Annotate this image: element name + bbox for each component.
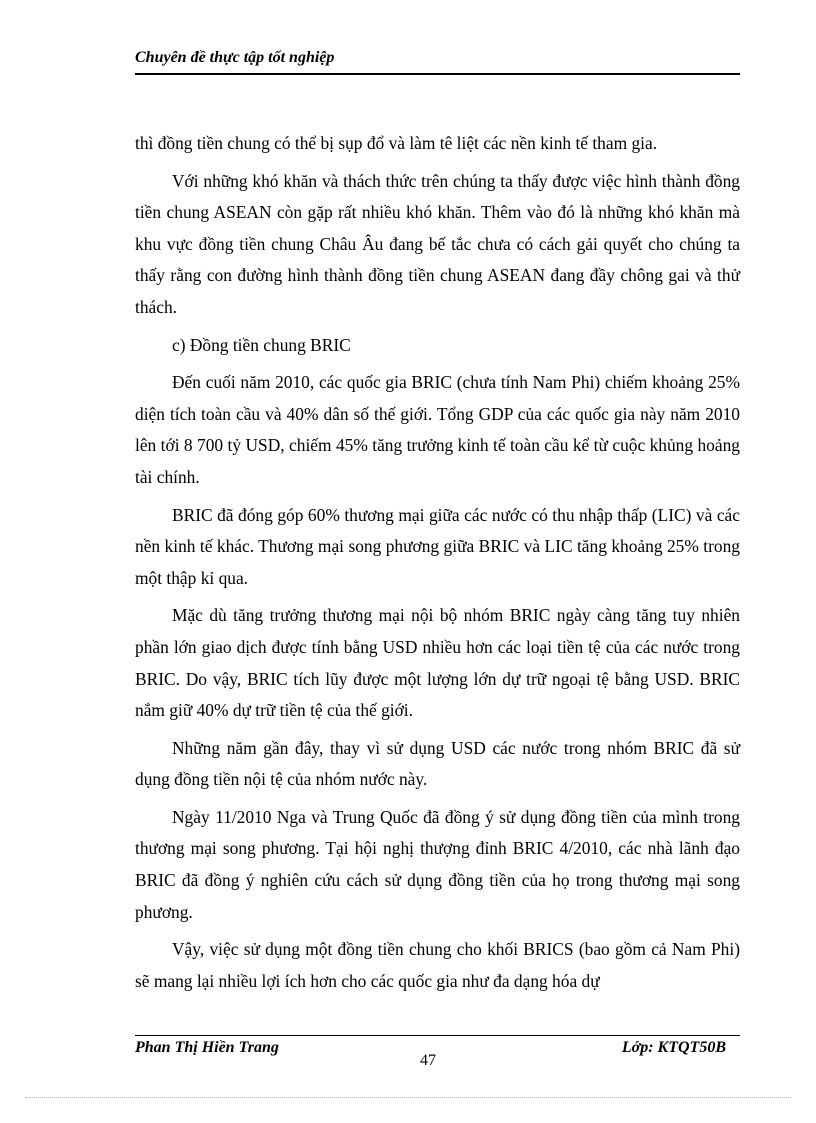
paragraph-russia-china: Ngày 11/2010 Nga và Trung Quốc đã đồng ý sử dụng đồng tiền của mình trong thương mại song phương. Tại hội nghị thượng đỉnh BRIC 4/2010, các nhà lãnh đạo BRIC đã đồng ý nghiên cứu cách sử dụng đồng tiền của họ trong thương mại song phương. bbox=[135, 806, 740, 922]
paragraph-brics-benefits: Vậy, việc sử dụng một đồng tiền chung cho khối BRICS (bao gồm cả Nam Phi) sẽ mang lại nhiều lợi ích hơn cho các quốc gia như đa dạng hóa dự bbox=[135, 939, 740, 991]
paragraph-bric-stats: Đến cuối năm 2010, các quốc gia BRIC (chưa tính Nam Phi) chiếm khoảng 25% diện tích toàn cầu và 40% dân số thế giới. Tổng GDP của các quốc gia này năm 2010 lên tới 8 700 tỷ USD, chiếm 45% tăng trưởng kinh tế toàn cầu kể từ cuộc khủng hoảng tài chính. bbox=[135, 372, 740, 487]
footer-author: Phan Thị Hiền Trang bbox=[135, 1039, 279, 1056]
footer-divider bbox=[135, 1035, 740, 1036]
header-title: Chuyên đề thực tập tốt nghiệp bbox=[135, 49, 335, 66]
paragraph-local-currency: Những năm gần đây, thay vì sử dụng USD các nước trong nhóm BRIC đã sử dụng đồng tiền nội tệ của nhóm nước này. bbox=[135, 737, 740, 790]
page-number: 47 bbox=[420, 1052, 436, 1069]
paragraph-asean-challenges: Với những khó khăn và thách thức trên chúng ta thấy được việc hình thành đồng tiền chung ASEAN còn gặp rất nhiều khó khăn. Thêm vào đó là những khó khăn mà khu vực đồng tiền chung Châu Âu đang bế tắc chưa có cách gải quyết cho chúng ta thấy rằng con đường hình thành đồng tiền chung ASEAN đang đầy chông gai và thử thách. bbox=[135, 170, 740, 317]
footer-class-label: Lớp: KTQT50B bbox=[621, 1039, 726, 1056]
document-body bbox=[135, 128, 740, 1003]
page-bottom-border bbox=[25, 1097, 791, 1098]
page-header bbox=[135, 47, 740, 75]
paragraph-bric-trade: BRIC đã đóng góp 60% thương mại giữa các nước có thu nhập thấp (LIC) và các nền kinh tế khác. Thương mại song phương giữa BRIC và LIC tăng khoảng 25% trong một thập kỉ qua. bbox=[135, 504, 740, 588]
paragraph-continuation: thì đồng tiền chung có thể bị sụp đổ và làm tê liệt các nền kinh tế tham gia. bbox=[135, 133, 658, 153]
paragraph-bric-usd: Mặc dù tăng trưởng thương mại nội bộ nhóm BRIC ngày càng tăng tuy nhiên phần lớn giao dịch được tính bằng USD nhiều hơn các loại tiền tệ của các nước trong BRIC. Do vậy, BRIC tích lũy được một lượng lớn dự trữ ngoại tệ bằng USD. BRIC nắm giữ 40% dự trữ tiền tệ của thế giới. bbox=[135, 605, 740, 721]
section-heading-bric: c) Đồng tiền chung BRIC bbox=[172, 334, 351, 355]
